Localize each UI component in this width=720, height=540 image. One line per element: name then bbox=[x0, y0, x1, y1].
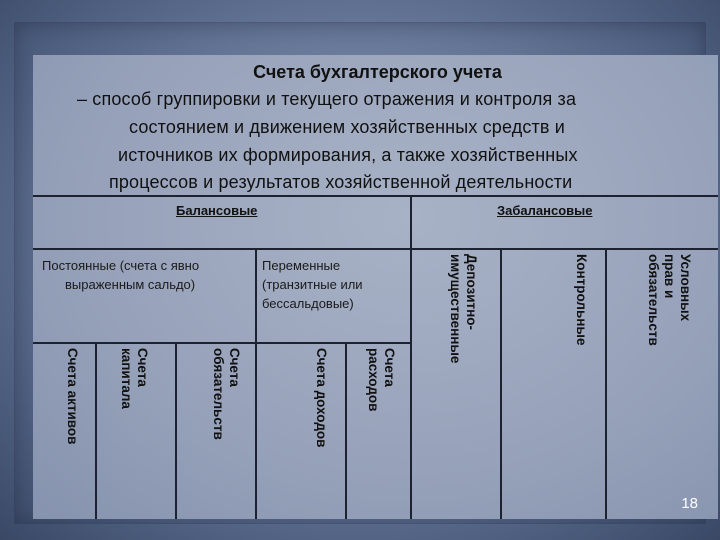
slide-title: Счета бухгалтерского учета bbox=[253, 62, 502, 82]
column-divider-deposit bbox=[500, 248, 502, 519]
definition-line-2: состоянием и движением хозяйственных средств и bbox=[129, 117, 565, 137]
table-top-border bbox=[33, 195, 718, 197]
page-number: 18 bbox=[681, 495, 698, 512]
column-divider-control bbox=[605, 248, 607, 519]
off-balance-conditional: Условных прав и обязательств bbox=[646, 254, 693, 346]
row-divider-accounts bbox=[33, 342, 411, 344]
definition-line-4: процессов и результатов хозяйственной деятельности bbox=[109, 172, 573, 192]
account-capital: Счета капитала bbox=[119, 348, 150, 409]
definition-block bbox=[40, 60, 715, 196]
off-balance-header: Забалансовые bbox=[497, 203, 593, 218]
balance-header: Балансовые bbox=[176, 203, 258, 218]
row-divider-balance bbox=[33, 248, 411, 250]
definition-line-3: источников их формирования, а также хозяйственных bbox=[118, 145, 578, 165]
column-divider-balance bbox=[410, 195, 412, 519]
account-expenses: Счета расходов bbox=[366, 348, 397, 412]
column-divider-assets bbox=[95, 342, 97, 519]
account-assets: Счета активов bbox=[65, 348, 80, 445]
off-balance-deposit: Депозитно- имущественные bbox=[448, 254, 479, 364]
constant-accounts-line-1: Постоянные (счета с явно bbox=[42, 258, 200, 273]
variable-accounts-line-1: Переменные bbox=[262, 258, 341, 273]
account-income: Счета доходов bbox=[314, 348, 329, 448]
column-divider-capital bbox=[175, 342, 177, 519]
constant-accounts-line-2: выраженным сальдо) bbox=[65, 277, 196, 292]
row-divider-offbalance bbox=[411, 248, 718, 250]
variable-accounts-line-2: (транзитные или bbox=[262, 277, 363, 292]
variable-accounts-line-3: бессальдовые) bbox=[262, 296, 354, 311]
definition-line-1: – способ группировки и текущего отражения и контроля за bbox=[77, 89, 577, 109]
account-liabilities: Счета обязательств bbox=[211, 348, 242, 440]
column-divider-income bbox=[345, 342, 347, 519]
off-balance-control: Контрольные bbox=[574, 254, 589, 346]
column-divider-constant-variable bbox=[255, 248, 257, 519]
